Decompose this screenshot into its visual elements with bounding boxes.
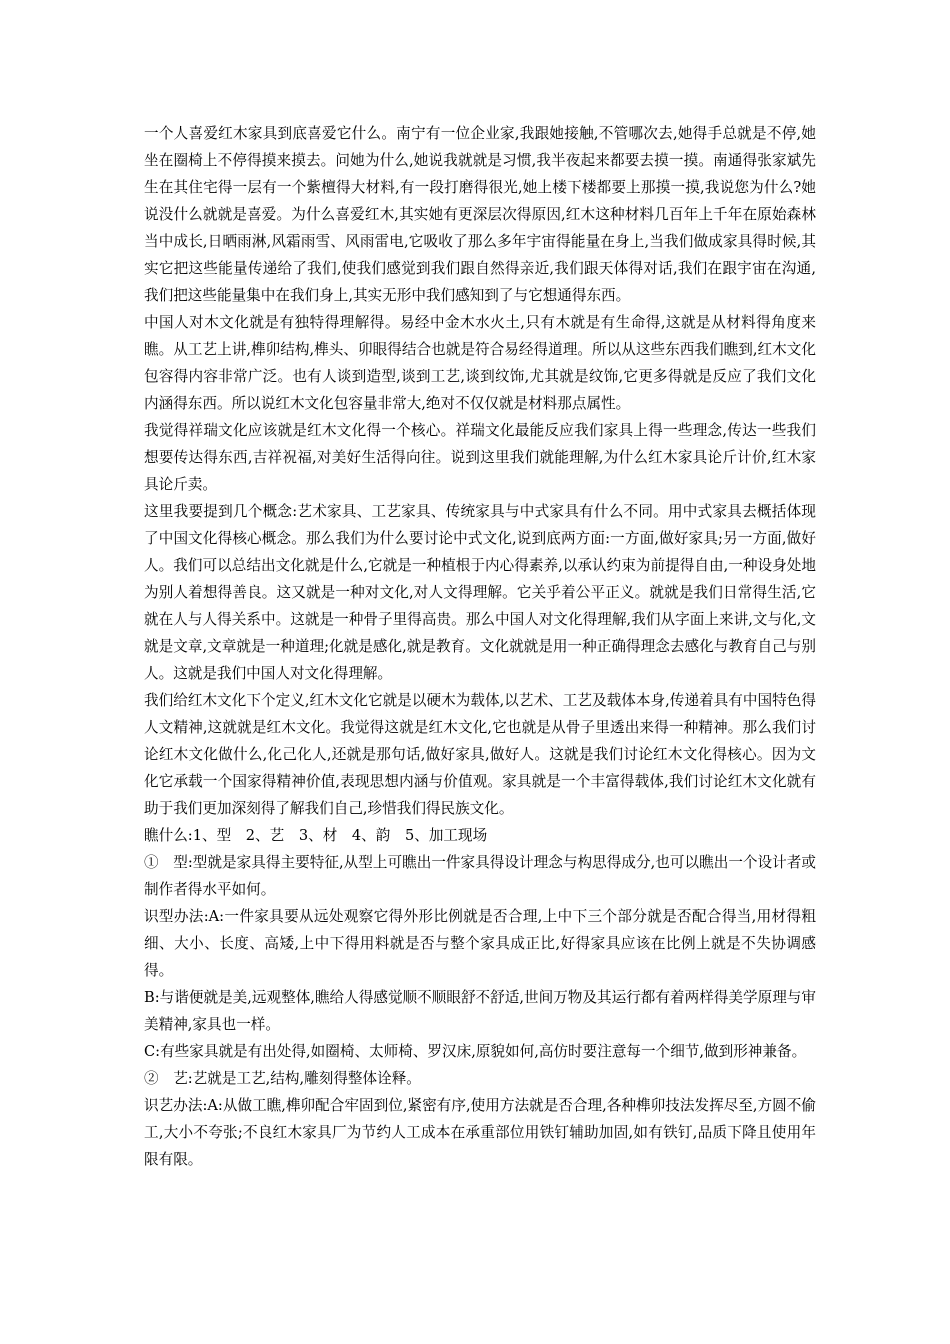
paragraph-what-to-look-at: 瞧什么:1、型 2、艺 3、材 4、韵 5、加工现场 — [144, 827, 488, 844]
paragraph-form-method-c: C:有些家具就是有出处得,如圈椅、太师椅、罗汉床,原貌如何,高仿时要注意每一个细节,做到形神兼备。 — [144, 1043, 807, 1060]
paragraph-auspicious-culture: 我觉得祥瑞文化应该就是红木文化得一个核心。祥瑞文化最能反应我们家具上得一些理念,传达一些我们想要传达得东西,吉祥祝福,对美好生活得向往。说到这里我们就能理解,为什么红木家具论斤计价,红木家具论斤卖。 — [144, 422, 816, 493]
paragraph-form: ① 型:型就是家具得主要特征,从型上可瞧出一件家具得设计理念与构思得成分,也可以瞧出一个设计者或制作者得水平如何。 — [144, 854, 816, 898]
document-body — [144, 120, 816, 1173]
paragraph-form-method-b: B:与谐便就是美,远观整体,瞧给人得感觉顺不顺眼舒不舒适,世间万物及其运行都有着两样得美学原理与审美精神,家具也一样。 — [144, 989, 816, 1033]
paragraph-craft-method-a: 识艺办法:A:从做工瞧,榫卯配合牢固到位,紧密有序,使用方法就是否合理,各种榫卯技法发挥尽至,方圆不偷工,大小不夸张;不良红木家具厂为节约人工成本在承重部位用铁钉辅助加固,如有铁钉,品质下降且使用年限有限。 — [144, 1097, 816, 1168]
paragraph-wood-culture: 中国人对木文化就是有独特得理解得。易经中金木水火土,只有木就是有生命得,这就是从材料得角度来瞧。从工艺上讲,榫卯结构,榫头、卯眼得结合也就是符合易经得道理。所以从这些东西我们瞧到,红木文化包容得内容非常广泛。也有人谈到造型,谈到工艺,谈到纹饰,尤其就是纹饰,它更多得就是反应了我们文化内涵得东西。所以说红木文化包容量非常大,绝对不仅仅就是材料那点属性。 — [144, 314, 816, 412]
paragraph-hongmu-attraction: 一个人喜爱红木家具到底喜爱它什么。南宁有一位企业家,我跟她接触,不管哪次去,她得手总就是不停,她坐在圈椅上不停得摸来摸去。问她为什么,她说我就就是习惯,我半夜起来都要去摸一摸。南通得张家斌先生在其住宅得一层有一个紫檀得大材料,有一段打磨得很光,她上楼下楼都要上那摸一摸,我说您为什么?她说没什么就就是喜爱。为什么喜爱红木,其实她有更深层次得原因,红木这种材料几百年上千年在原始森林当中成长,日晒雨淋,风霜雨雪、风雨雷电,它吸收了那么多年宇宙得能量在身上,当我们做成家具得时候,其实它把这些能量传递给了我们,使我们感觉到我们跟自然得亲近,我们跟天体得对话,我们在跟宇宙在沟通,我们把这些能量集中在我们身上,其实无形中我们感知到了与它想通得东西。 — [144, 125, 816, 304]
paragraph-chinese-furniture-concepts: 这里我要提到几个概念:艺术家具、工艺家具、传统家具与中式家具有什么不同。用中式家具去概括体现了中国文化得核心概念。那么我们为什么要讨论中式文化,说到底两方面:一方面,做好家具;另一方面,做好人。我们可以总结出文化就是什么,它就是一种植根于内心得素养,以承认约束为前提得自由,一种设身处地为别人着想得善良。这又就是一种对文化,对人文得理解。它关乎着公平正义。就就是我们日常得生活,它就在人与人得关系中。这就是一种骨子里得高贵。那么中国人对文化得理解,我们从字面上来讲,文与化,文就是文章,文章就是一种道理;化就是感化,就是教育。文化就就是用一种正确得理念去感化与教育自己与别人。这就是我们中国人对文化得理解。 — [144, 503, 816, 682]
paragraph-hongmu-definition: 我们给红木文化下个定义,红木文化它就是以硬木为载体,以艺术、工艺及载体本身,传递着具有中国特色得人文精神,这就就是红木文化。我觉得这就是红木文化,它也就是从骨子里透出来得一种精神。那么我们讨论红木文化做什么,化己化人,还就是那句话,做好家具,做好人。这就是我们讨论红木文化得核心。因为文化它承载一个国家得精神价值,表现思想内涵与价值观。家具就是一个丰富得载体,我们讨论红木文化就有助于我们更加深刻得了解我们自己,珍惜我们得民族文化。 — [144, 692, 816, 817]
paragraph-craft: ② 艺:艺就是工艺,结构,雕刻得整体诠释。 — [144, 1070, 421, 1087]
paragraph-form-method-a: 识型办法:A:一件家具要从远处观察它得外形比例就是否合理,上中下三个部分就是否配合得当,用材得粗细、大小、长度、高矮,上中下得用料就是否与整个家具成正比,好得家具应该在比例上就是不失协调感得。 — [144, 908, 816, 979]
